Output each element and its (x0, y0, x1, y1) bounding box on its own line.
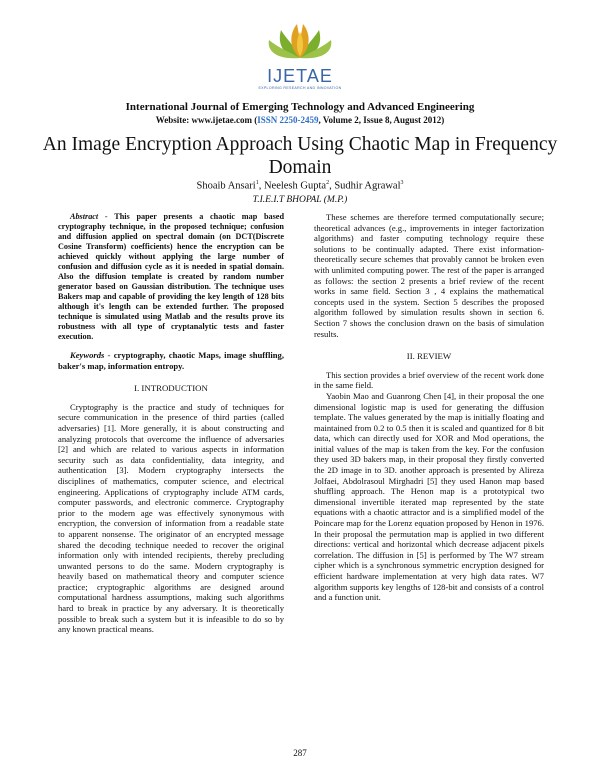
author-list (0, 180, 600, 192)
website-prefix: Website: www.ijetae.com ( (155, 115, 258, 125)
website-line (0, 115, 600, 125)
leaf-wreath-icon (269, 24, 332, 58)
keywords-label: Keywords - (70, 350, 111, 360)
abstract-text: This paper presents a chaotic map based cryptography technique, in the proposed technique; confusion and diffusion applied on spectral domain (on DCT(Discrete Cosine Transform) coefficients) hence the encryption can be achieved quickly without applying the large number of confusion and diffusion cycle as it is needed in spatial domain. Also the diffusion template is created by random number generator based on Gaussian distribution. The technique uses Bakers map and capable of providing the key length of 128 bits although it's length can be extended further. The proposed technique is simulated using Matlab and the results prove its robustness with all type of cryptanalytic tests and faster execution. (58, 212, 284, 341)
introduction-paragraph: Cryptography is the practice and study of techniques for secure communication in the presence of third parties (called adversaries) [1]. More generally, it is about constructing and analyzing protocols that overcome the influence of adversaries [2] and which are related to various aspects in information security such as data confidentiality, data integrity, and authentication [3]. Modern cryptography intersects the disciplines of mathematics, computer science, and electrical engineering. Applications of cryptography include ATM cards, computer passwords, and electronic commerce. Cryptography prior to the modern age was effectively synonymous with encryption, the conversion of information from a readable state to apparent nonsense. The originator of an encrypted message shared the decoding technique needed to recover the original information only with intended recipients, thereby precluding unwanted persons to do the same. Modern cryptography is heavily based on mathematical theory and computer science practice; cryptographic algorithms are designed around computational hardness assumptions, making such algorithms hard to break in practice by any adversary. It is theoretically possible to break such a system but it is infeasible to do so by any known practical means. (58, 401, 284, 635)
issn-link[interactable]: ISSN 2250-2459 (257, 115, 319, 125)
section-heading-review: II. REVIEW (406, 351, 452, 362)
paper-title: An Image Encryption Approach Using Chaotic Map in Frequency Domain (42, 134, 558, 178)
abstract (58, 212, 284, 342)
section-heading-introduction: I. INTRODUCTION (134, 383, 208, 394)
author-1: Shoaib Ansari (196, 180, 256, 192)
review-paragraph-2: Yaobin Mao and Guanrong Chen [4], in their proposal the one dimensional logistic map is used for generating the diffusion template. The values generated by the map is initially floating and maintained from 0.2 to 0.5 then it is scaled and quantized for 8 bit data, which can directly used for XOR and Mod operations, the initial values of the map is taken from the key. For the confusion they used 3D bakers map, in their proposal they firstly converted the 2D image in to 3D. another approach is presented by Alireza Jolfaei, Abdolrasoul Mirghadri [5] they used Hanon map based shuffling approach. The Henon map is a prototypical two dimensional invertible iterated map represented by the state equations with a chaotic attractor and is a simplified model of the Poincare map for the Lorenz equation proposed by Henon in 1976. In their proposal the permutation map is applied in two different directions: vertical and horizontal which decrease adjacent pixels correlation. The diffusion in [5] is performed by The W7 stream cipher which is a synchronous symmetric encryption designed for efficient hardware implementation at very high data rates. W7 algorithm supports key lengths of 128-bit and consists of a control and a function unit. (314, 390, 544, 603)
logo-text: IJETAE (267, 66, 333, 86)
page-number: 287 (293, 748, 307, 758)
author-1-sup: 1 (255, 180, 259, 186)
author-3: , Sudhir Agrawal (329, 180, 401, 192)
author-2: , Neelesh Gupta (258, 180, 327, 192)
author-3-sup: 3 (400, 180, 404, 186)
intro-continued-paragraph: These schemes are therefore termed computationally secure; theoretical advances (e.g., improvements in integer factorization algorithms) and faster computing technology require these solutions to be continually adapted. There exist information-theoretically secure schemes that provably cannot be broken even with unlimited computing power. The rest of the paper is arranged as follows: the section 2 presents a brief review of the recent works in same field. Section 3 , 4 explains the mathematical concepts used in the system. Section 5 describes the proposed algorithm followed by simulation results shown in section 6. Section 7 shows the conclusion drawn on the basis of simulation results. (314, 212, 544, 339)
journal-logo (255, 18, 345, 90)
keywords (58, 350, 284, 371)
journal-name: International Journal of Emerging Technology and Advanced Engineering (125, 101, 475, 113)
affiliation: T.I.E.I.T BHOPAL (M.P.) (252, 195, 348, 205)
author-2-sup: 2 (326, 180, 330, 186)
review-paragraph-1: This section provides a brief overview of the recent work done in the same field. (314, 369, 544, 391)
left-column (58, 212, 284, 635)
website-suffix: , Volume 2, Issue 8, August 2012) (318, 115, 445, 125)
right-column (314, 212, 544, 603)
abstract-label: Abstract - (70, 212, 108, 221)
logo-subtitle: EXPLORING RESEARCH AND INNOVATION (258, 86, 342, 90)
keywords-text: cryptography, chaotic Maps, image shuffling, baker's map, information entropy. (58, 350, 284, 371)
